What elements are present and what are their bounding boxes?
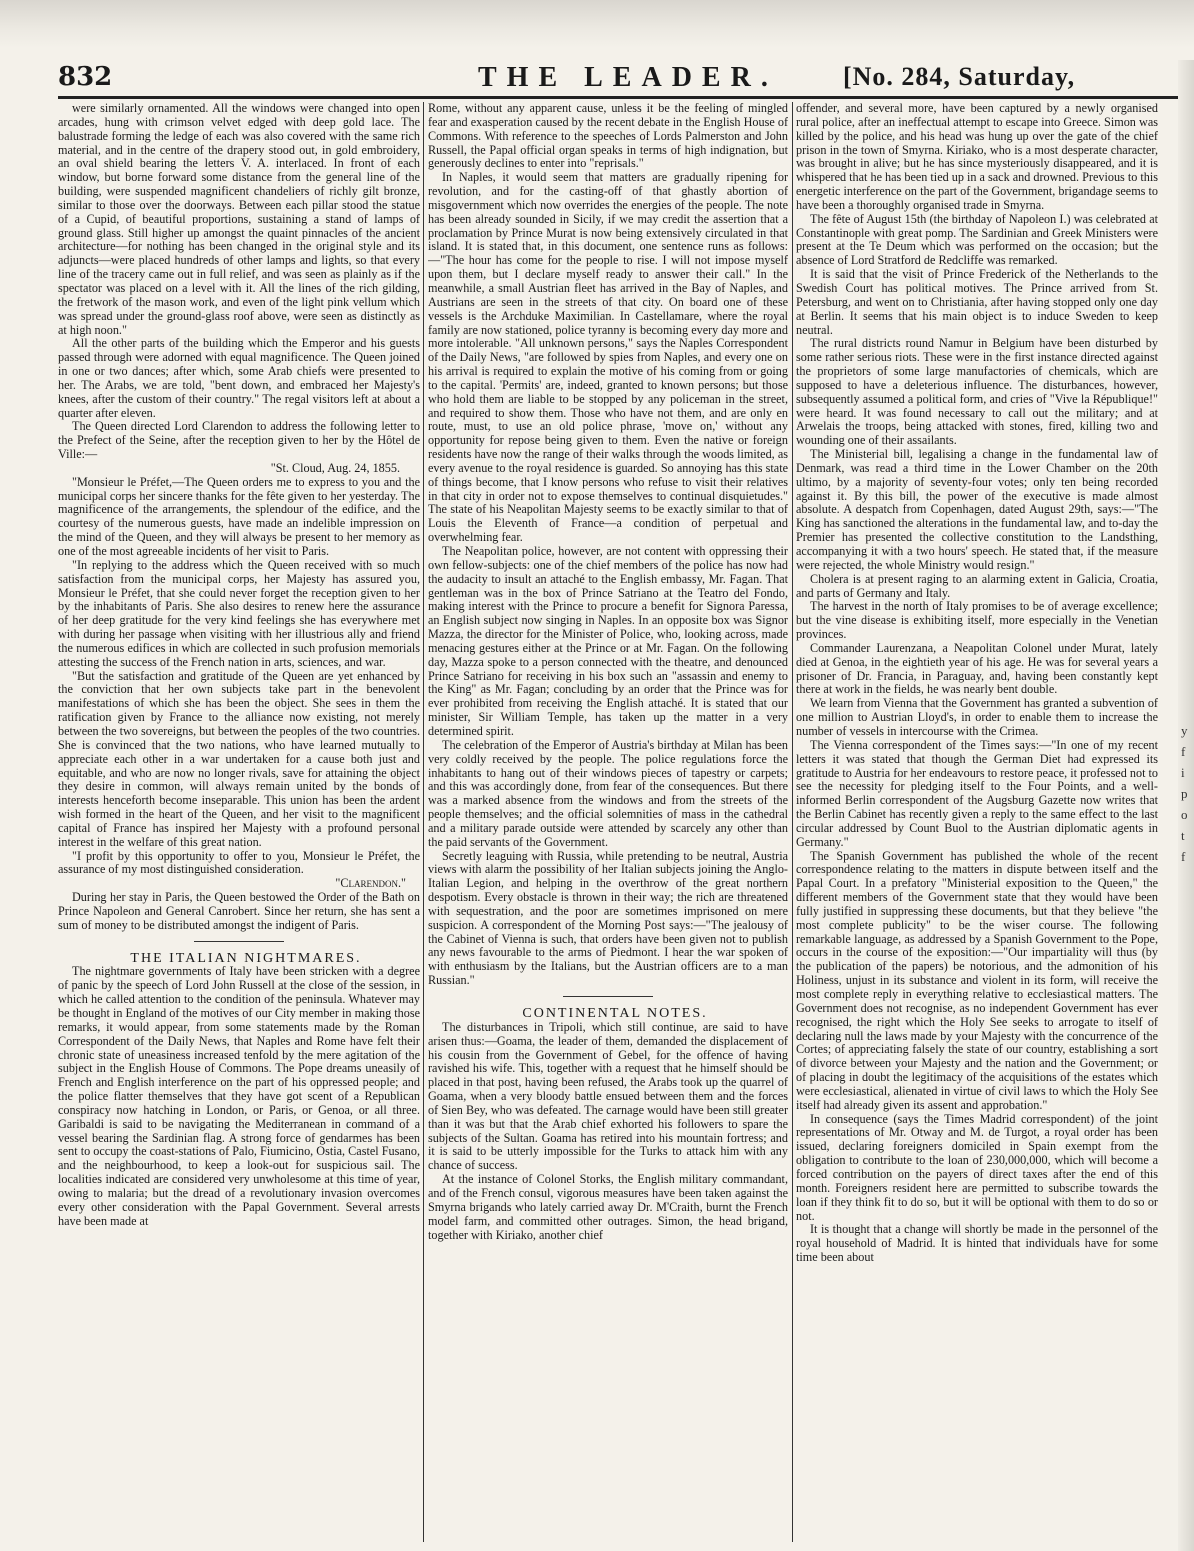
paragraph: were similarly ornamented. All the windows were changed into open arcades, hung with crimson velvet edged with deep gold lace. The balustrade forming the ledge of each was also covered with the same rich material, and in the centre of the drapery stood out, in gold embroidery, an oval shield bearing the letters V. A. interlaced. In front of each window, but borne forward some distance from the general line of the building, were suspended magnificent chandeliers of richly gilt bronze, similar to those over the doorways. Between each pillar stood the statue of a Cupid, of beautiful proportions, sustaining a stand of lamps of ground glass. Still higher up amongst the quaint pinnacles of the ancient architecture—for nothing has been changed in the original style and its adjuncts—were placed hundreds of other lamps and lights, so that every line of the tracery came out in full relief, and was seen as plainly as if the spectator was placed on a level with it. All the lines of the rich gilding, the fretwork of the mason work, and even of the light pink vellum which was spread under the ground-glass roof above, were seen as distinctly as at high noon." (58, 102, 420, 337)
paragraph: The Vienna correspondent of the Times says:—"In one of my recent letters it was stated that though the German Diet had expressed its gratitude to Austria for her endeavours to restore peace, it professed not to see the necessity for pledging itself to the Four Points, and a well-informed Berlin correspondent of the Augsburg Gazette now writes that the Berlin Cabinet has recently given a reply to the same effect to the last circular addressed by Count Buol to the Austrian diplomatic agents in Germany." (796, 737, 1158, 849)
scan-margin-top (0, 0, 1194, 48)
paragraph: The celebration of the Emperor of Austria's birthday at Milan has been very coldly received by the people. The police regulations force the inhabitants to hang out of their windows pieces of tapestry or carpets; and this was accordingly done, from fear of the consequences. But there was a marked absence from the windows and from the streets of the people themselves; and the official solemnities of mass in the cathedral and a military parade outside were attended by scarcely any other than the paid servants of the Government. (428, 737, 788, 849)
paragraph: The Ministerial bill, legalising a change in the fundamental law of Denmark, was read a third time in the Lower Chamber on the 20th ultimo, by a majority of seventy-four votes; only ten being recorded against it. By this bill, the power of the executive is made almost absolute. A despatch from Copenhagen, dated August 29th, says:—"The King has sanctioned the alterations in the fundamental law, and to-day the Premier has presented the collective constitution to the Landsthing, accompanying it with a two hours' speech. He stated that, if the measure were rejected, the whole Ministry would resign." (796, 447, 1158, 572)
paragraph: The Neapolitan police, however, are not content with oppressing their own fellow-subjects: one of the chief members of the police has now had the audacity to insult an attaché to the English embassy, Mr. Fagan. That gentleman was in the box of Prince Satriano at the Teatro del Fondo, making interest with the Prince to procure a benefit for Signora Paressa, an English subject now singing in Naples. In an opposite box was Signor Mazza, the director for the Minister of Police, who, looking across, made menacing gestures either at the Prince or at Mr. Fagan. On the following day, Mazza spoke to a person connected with the theatre, and denounced Prince Satriano for receiving in his box such an "assassin and enemy to the King" as Mr. Fagan; concluding by an order that the Prince was for ever prohibited from receiving the English attaché. It is stated that our minister, Sir William Temple, has taken up the matter in a very determined spirit. (428, 544, 788, 738)
letter-paragraph: "But the satisfaction and gratitude of the Queen are yet enhanced by the conviction that her own subjects take part in the benevolent manifestations of which she has been the object. She sees in them the ratification given by France to the alliance now existing, not merely between the two sovereigns, but between the peoples of the two countries. She is convinced that the two nations, who have learned mutually to appreciate each other in a war undertaken for a cause both just and equitable, and who are now no longer rivals, save for attaining the object they desire in common, will always remain united by the bonds of interests henceforth become inseparable. This union has been the ardent wish formed in the heart of the Queen, and her visit to the magnificent capital of France has inspired her Majesty with a profound personal interest in the welfare of this great nation. (58, 668, 420, 849)
letter-paragraph: "Monsieur le Préfet,—The Queen orders me to express to you and the municipal corps her sincere thanks for the fête given to her yesterday. The magnificence of the arrangements, the splendour of the edifice, and the courtesy of the numerous guests, have made an indelible impression on the mind of the Queen, and they will always be present to her memory as one of the most agreeable incidents of her visit to Paris. (58, 474, 420, 558)
paragraph: It is thought that a change will shortly be made in the personnel of the royal household of Madrid. It is hinted that individuals have for some time been about (796, 1222, 1158, 1265)
issue-label: [No. 284, Saturday, (843, 62, 1076, 91)
column-rule (423, 102, 424, 1542)
paragraph: The Spanish Government has published the whole of the recent correspondence relating to the matters in dispute between itself and the Papal Court. In a prefatory "Ministerial exposition to the Queen," the different members of the Government state that they would have been fully justified in suppressing these documents, but that they believe "the most complete publicity" to be the wiser course. The following remarkable language, as addressed by a Spanish Government to the Pope, occurs in the course of the exposition:—"Our impartiality will thus (by the publication of the papers) be notorious, and the admonition of his Holiness, unjust in its substance and violent in its form, will receive the most complete reply in everything relative to ecclesiastical matters. The Government does not recognise, as no independent Government has ever recognised, the right which the Holy See seeks to arrogate to itself of declaring null the laws made by your Majesty with the concurrence of the Cortes; of appreciating falsely the state of our country, establishing a sort of divorce between your Majesty and the nation and the Government; or of placing in doubt the legitimacy of the acquisitions of the estates which were ecclesiastical, alienated in virtue of civil laws to which the Holy See itself had already given its assent and approbation." (796, 848, 1158, 1112)
paragraph: Secretly leaguing with Russia, while pretending to be neutral, Austria views with alarm the possibility of her Italian subjects joining the Anglo-Italian Legion, and helping in the overthrow of the great northern despotism. Every obstacle is thrown in their way; the rich are threatened with sequestration, and the poor are sometimes imprisoned on mere suspicion. A correspondent of the Morning Post says:—"The jealousy of the Cabinet of Vienna is such, that orders have been given not to publish any news favourable to the arms of Piedmont. I hear the war spoken of with enthusiasm by the Italians, but the Austrian officers are to a man Russian." (428, 848, 788, 988)
paragraph: All the other parts of the building which the Emperor and his guests passed through were adorned with equal magnificence. The Queen joined in one or two dances; after which, some Arab chiefs were presented to her. The Arabs, we are told, "bent down, and embraced her Majesty's knees, after the custom of their country." The regal visitors left at about a quarter after eleven. (58, 336, 420, 420)
paragraph: The rural districts round Namur in Belgium have been disturbed by some rather serious riots. These were in the first instance directed against the proprietors of some large manufactories of chemicals, which are supposed to have a deleterious influence. The disturbances, however, subsequently assumed a political form, and cries of "Vive la République!" were heard. It was found necessary to call out the military; and at Arwelais the troops, being attacked with stones, fired, killing two and wounding one of their assailants. (796, 336, 1158, 448)
paragraph: At the instance of Colonel Storks, the English military commandant, and of the French consul, vigorous measures have been taken against the Smyrna brigands who lately carried away Dr. M'Craith, burnt the French model farm, and committed other outrages. Simon, the head brigand, together with Kiriako, another chief (428, 1172, 788, 1242)
page-number: 832 (58, 62, 113, 92)
newspaper-title: THE LEADER. (478, 62, 778, 93)
letter-signature: "Clarendon." (335, 876, 406, 891)
paragraph: offender, and several more, have been captured by a newly organised rural police, after an ineffectual attempt to escape into Greece. Simon was killed by the police, and his head was hung up over the gate of the chief prison in the town of Smyrna. Kiriako, who is a most desperate character, was brought in alive; but he has since mysteriously disappeared, and it is whispered that he has been tied up in a sack and drowned. Previous to this energetic interference on the part of the Government, brigandage seems to have been a thoroughly organised trade in Smyrna. (796, 102, 1158, 212)
edge-letter: i (1181, 765, 1185, 780)
edge-letter: y (1181, 723, 1188, 738)
edge-letter: p (1181, 786, 1188, 801)
paragraph: Rome, without any apparent cause, unless it be the feeling of mingled fear and exasperation caused by the recent debate in the English House of Commons. With reference to the speeches of Lords Palmerston and John Russell, the Papal official organ speaks in terms of high indignation, but generously declines to enter into "reprisals." (428, 102, 788, 171)
page-header (58, 62, 1178, 99)
paragraph: The Queen directed Lord Clarendon to address the following letter to the Prefect of the Seine, after the reception given to her by the Hôtel de Ville:— (58, 419, 420, 462)
letter-paragraph: "I profit by this opportunity to offer to you, Monsieur le Préfet, the assurance of my most distinguished consideration. (58, 848, 420, 877)
letter-paragraph: "In replying to the address which the Queen received with so much satisfaction from the municipal corps, her Majesty has assured you, Monsieur le Préfet, that she could never forget the reception given to her by the inhabitants of Paris. She also desires to renew here the assurance of her deep gratitude for the very kind feelings she has everywhere met with during her passage when visiting with her illustrious ally and friend the numerous edifices in which are collected in such profusion memorials attesting the success of the French nation in arts, sciences, and war. (58, 557, 420, 669)
paragraph: The harvest in the north of Italy promises to be of average excellence; but the vine disease is exhibiting itself, more especially in the Venetian provinces. (796, 599, 1158, 642)
paragraph: It is said that the visit of Prince Frederick of the Netherlands to the Swedish Court has political motives. The Prince arrived from St. Petersburg, and went on to Christiania, after having stopped only one day at Berlin. It seems that his main object is to induce Sweden to keep neutral. (796, 267, 1158, 337)
paragraph: The disturbances in Tripoli, which still continue, are said to have arisen thus:—Goama, the leader of them, demanded the displacement of his cousin from the Government of Gebel, for the offence of having ravished his wife. This, together with a request that he himself should be placed in that post, having been refused, the Arabs took up the quarrel of Goama, when a very bloody battle ensued between them and the forces of Sien Bey, who was defeated. The carnage would have been still greater than it was but that the Arab chief exhorted his followers to spare the subjects of the Sultan. Goama has retired into his mountain fortress; and it is said to be utterly impossible for the Turks to attack him with any chance of success. (428, 1019, 788, 1173)
paragraph: We learn from Vienna that the Government has granted a subvention of one million to Austrian Lloyd's, in order to enable them to increase the number of vessels in intercourse with the Crimea. (796, 696, 1158, 738)
column-2 (428, 102, 788, 1542)
column-3 (796, 102, 1158, 1542)
letter-dateline: "St. Cloud, Aug. 24, 1855. (270, 460, 400, 475)
section-divider (563, 996, 653, 997)
paragraph: The fête of August 15th (the birthday of Napoleon I.) was celebrated at Constantinople with great pomp. The Sardinian and Greek Ministers were present at the Te Deum which was performed on the occasion; but the absence of Lord Stratford de Redcliffe was remarked. (796, 211, 1158, 268)
section-divider (194, 941, 284, 942)
section-title: CONTINENTAL NOTES. (522, 1006, 708, 1021)
paragraph: Cholera is at present raging to an alarming extent in Galicia, Croatia, and parts of Germany and Italy. (796, 571, 1158, 600)
column-1 (58, 102, 420, 1542)
section-title: THE ITALIAN NIGHTMARES. (130, 950, 362, 966)
edge-letter: f (1181, 849, 1186, 864)
paragraph: In consequence (says the Times Madrid correspondent) of the joint representations of Mr. Otway and M. de Turgot, a royal order has been issued, declaring foreigners domiciled in Spain exempt from the obligation to contribute to the loan of 230,000,000, which will become a forced contribution on the payers of direct taxes after the end of this month. Foreigners resident here are permitted to subscribe towards the loan if they think fit to do so, but it will be optional with them to do so or not. (796, 1111, 1158, 1223)
paragraph: Commander Laurenzana, a Neapolitan Colonel under Murat, lately died at Genoa, in the eightieth year of his age. He was for several years a prisoner of Dr. Francia, in Paraguay, and, having been constantly kept there at work in the fields, he was nearly bent double. (796, 640, 1158, 697)
edge-letter: t (1181, 828, 1185, 843)
edge-letter: o (1181, 807, 1188, 822)
facing-page-letters (1181, 720, 1191, 867)
paragraph: In Naples, it would seem that matters are gradually ripening for revolution, and for the casting-off of that ghastly abortion of misgovernment which now overrides the energies of the people. The note has been already sounded in Sicily, if we may credit the assertion that a proclamation by Prince Murat is now being extensively circulated in that island. It is stated that, in this document, one sentence runs as follows:—"The hour has come for the people to rise. I will not impose myself upon them, but I declare myself ready to answer their call." In the meanwhile, a small Austrian fleet has arrived in the Bay of Naples, and Austrians are seen in the streets of that city. On board one of these vessels is the Archduke Maximilian. In Castellamare, where the royal family are now stationed, police tyranny is becoming every day more and more intolerable. "All unknown persons," says the Naples Correspondent of the Daily News, "are followed by spies from Naples, and every one on his arrival is required to explain the motive of his coming from or going to the capital. 'Permits' are, indeed, granted to known persons; but those who hold them are liable to be stopped by any policeman in the street, and required to show them. Those who have not them, and are only en route, must, to use an old police phrase, 'move on,' without any opportunity for repose being given to them. Even the native or foreign residents have now the range of their walks through the woods limited, as every avenue to the royal residence is guarded. So annoying has this state of things become, that I know persons who refuse to visit their relatives in that city in order not to expose themselves to continual disquietudes." The state of his Neapolitan Majesty seems to be exactly similar to that of Louis the Eleventh of France—a condition of perpetual and overwhelming fear. (428, 170, 788, 545)
edge-letter: f (1181, 744, 1186, 759)
paragraph: During her stay in Paris, the Queen bestowed the Order of the Bath on Prince Napoleon and General Canrobert. Since her return, she has sent a sum of money to be distributed amongst the indigent of Paris. (58, 890, 420, 932)
paragraph: The nightmare governments of Italy have been stricken with a degree of panic by the speech of Lord John Russell at the close of the session, in which he called attention to the condition of the peninsula. Whatever may be thought in England of the motives of our City member in making those remarks, it would appear, from some statements made by the Roman Correspondent of the Daily News, that Naples and Rome have felt their chronic state of uneasiness increased tenfold by the mere agitation of the subject in the English House of Commons. The Pope dreams uneasily of French and English interference on the part of his oppressed people; and the police flatter themselves that they have got scent of a Republican conspiracy now hatching in London, or Paris, or Genoa, or all three. Garibaldi is said to be navigating the Mediterranean in command of a vessel bearing the Sardinian flag. A strong force of gendarmes has been sent to occupy the coast-stations of Palo, Fiumicino, Ostia, Castel Fusano, and the neighbourhood, to keep a look-out for suspicious sail. The localities indicated are considered very unwholesome at this time of year, owing to malaria; but the dread of a revolutionary invasion overcomes every other consideration with the Papal Government. Several arrests have been made at (58, 964, 420, 1228)
column-rule (792, 102, 793, 1542)
